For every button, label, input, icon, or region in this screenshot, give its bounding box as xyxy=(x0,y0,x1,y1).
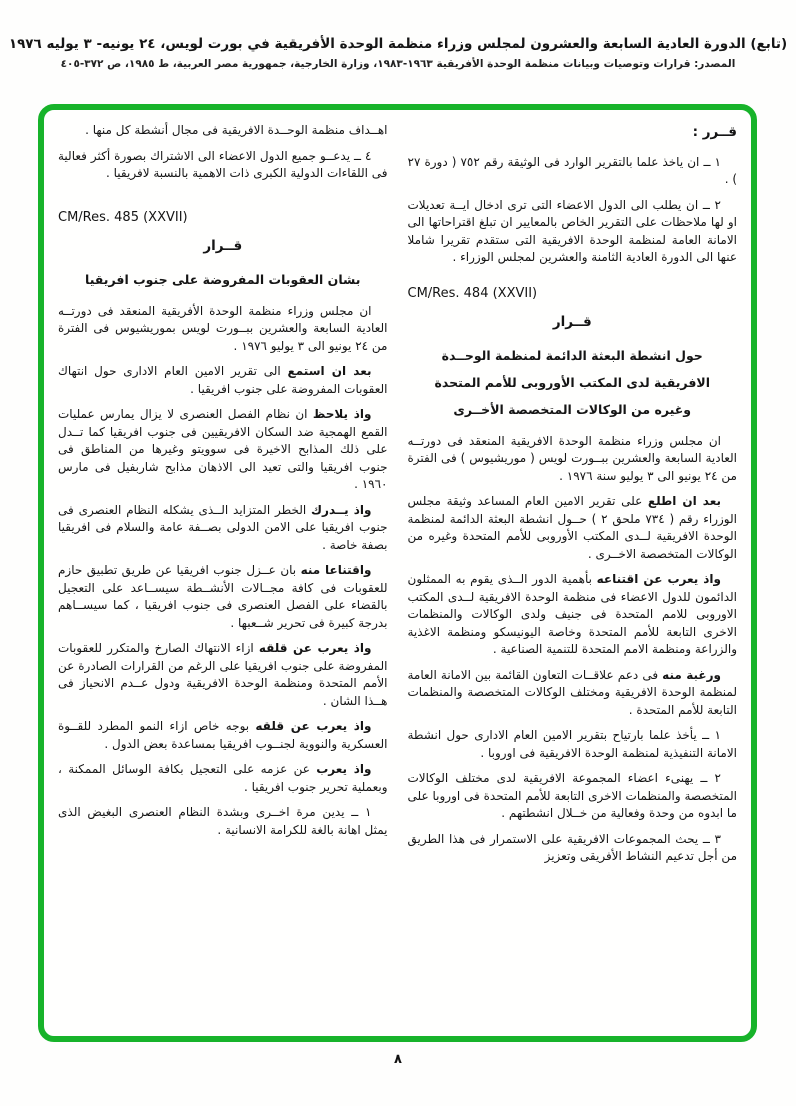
page-header xyxy=(0,34,796,70)
paragraph-text: عن عزمه على التعجيل بكافة الوسائل الممكنة ، وبعملية تحرير جنوب افريقيا . xyxy=(58,762,388,794)
paragraph-text: ان مجلس وزراء منظمة الوحدة الافريقية المنعقد فى دورتــه العادية السابعة والعشرين ببــورت لويس ( موريشيوس ) فى الفترة من ٢٤ يونيو الى ٣ يوليو سنة ١٩٧٦ . xyxy=(407,433,737,483)
paragraph xyxy=(408,433,738,486)
paragraph-lead: واذ يعرب عن قلقه xyxy=(255,719,372,733)
numbered-item: ٢ ــ يهنىء اعضاء المجموعة الافريقية لدى مختلف الوكالات المتخصصة والمنظمات الاخرى التابعة للأمم المتحدة فى اوروبا على ما ابدوه من وحدة وفعالية من خــلال انشطتهم . xyxy=(407,771,737,820)
column-left xyxy=(58,122,388,1036)
paragraph xyxy=(58,303,388,356)
numbered-item: ٢ ــ ان يطلب الى الدول الاعضاء التى ترى ادخال ايــة تعديلات او لها ملاحظات على التقرير الخاص بالمعايير ان تبلغ اقتراحاتها الى الامانة العامة لمنظمة الوحدة الافريقية التى ستقدم تقريرا شاملا عنها الى الدورة العادية الثامنة والعشرين لمجلس الوزراء . xyxy=(407,197,737,264)
numbered-item: ١ ــ يدين مرة اخــرى وبشدة النظام العنصرى البغيض الذى يمثل اهانة بالغة للكرامة الانسانية . xyxy=(58,805,388,837)
decides-heading: قــرر : xyxy=(692,124,737,140)
paragraph-text: بأهمية الدور الــذى يقوم به الممثلون الدائمون للدول الاعضاء فى منظمة الوحدة الافريقية لــدى المكتب الاوروبى للامم المتحدة فى جنيف ولدى الوكالات والمنظمات الاخرى التابعة للأمم المتحدة وخاصة اليونيسكو ومنظمة الاغذية والزراعة ومنظمة الامم المتحدة للتنمية الصناعية . xyxy=(407,572,737,656)
paragraph-lead: ورغبة منه xyxy=(662,667,721,682)
paragraph xyxy=(408,493,738,563)
paragraph-lead: واذ يعرب xyxy=(316,762,372,776)
paragraph xyxy=(408,667,738,720)
resolution-title-line: بشان العقوبات المفروضة على جنوب افريقيا xyxy=(85,271,361,287)
paragraph xyxy=(408,571,738,659)
paragraph-lead: واذ يلاحظ xyxy=(312,407,372,421)
paragraph-lead: واذ يــدرك xyxy=(311,502,372,517)
header-title: (تابع) الدورة العادية السابعة والعشرون لمجلس وزراء منظمة الوحدة الأفريقية في بورت لويس، ٢٤ يونيه- ٣ يوليه ١٩٧٦ xyxy=(8,36,788,52)
paragraph xyxy=(58,562,388,632)
paragraph-text: ازاء الانتهاك الصارخ والمتكرر للعقوبات المفروضة على جنوب افريقيا على الرغم من القرارات الصادرة عن الأمم المتحدة ومنظمة الوحدة الافريقية ودول عــدم الانحياز فى هــذا الشان . xyxy=(58,641,388,708)
paragraph xyxy=(58,640,388,710)
paragraph xyxy=(58,406,388,494)
resolution-heading: قــرار xyxy=(203,238,243,254)
numbered-item: ١ ــ يأخذ علما بارتياح بتقرير الامين العام الادارى حول انشطة الامانة التنفيذية لمنظمة الوحدة الافريقية فى اوروبا . xyxy=(407,728,737,760)
paragraph xyxy=(58,761,388,796)
header-source-line: المصدر: قرارات وتوصيات وبيانات منظمة الوحدة الأفريقية ١٩٦٣-١٩٨٣، وزارة الخارجية، جمهورية مصر العربية، ط ١٩٨٥، ص ٣٧٢-٤٠٥ xyxy=(60,58,736,70)
resolution-title-line: حول انشطة البعثة الدائمة لمنظمة الوحــدة xyxy=(441,347,703,363)
paragraph-lead: بعد ان اطلع xyxy=(647,494,722,508)
paragraph-text: ان مجلس وزراء منظمة الوحدة الأفريقية المنعقد فى دورتــه العادية السابعة والعشرين ببــورت لويس بموريشيوس فى الفترة من ٢٤ يونيو الى ٣ يوليو ١٩٧٦ . xyxy=(58,303,388,353)
two-column-layout xyxy=(44,110,751,1036)
green-frame xyxy=(38,104,757,1042)
resolution-reference: CM/Res. 485 (XXVII) xyxy=(58,209,188,225)
page-number: ٨ xyxy=(394,1052,402,1067)
paragraph-text: فى دعم علاقــات التعاون القائمة بين الامانة العامة لمنظمة الوحدة الافريقية ومختلف الوكالات المتخصصة والمنظمات التابعة للأمم المتحدة . xyxy=(407,667,737,717)
paragraph-lead: واقتناعا منه xyxy=(300,563,372,577)
paragraph xyxy=(58,718,388,753)
resolution-title-line: وغيره من الوكالات المتخصصة الأخــرى xyxy=(453,401,692,417)
paragraph-text: ان نظام الفصل العنصرى لا يزال يمارس عمليات القمع الهمجية ضد السكان الافريقيين فى جنوب افريقيا كما تــدل على ذلك المذابح الاخيرة فى سوويتو وغيرها من المناطق فى جنوب افريقيا والتى تعيد الى الاذهان مذابح شاربفيل فى مارس ١٩٦٠ . xyxy=(58,407,388,491)
numbered-item: ٤ ــ يدعــو جميع الدول الاعضاء الى الاشتراك بصورة أكثر فعالية فى اللقاءات الدولية الكبرى ذات الاهمية بالنسبة لافريقيا . xyxy=(58,148,388,180)
resolution-title xyxy=(408,342,738,423)
paragraph-text: بان عــزل جنوب افريقيا عن طريق تطبيق حازم للعقوبات فى كافة مجــالات الأنشــطة سيســاعد على التعجيل بالقضاء على الفصل العنصرى فى جنوب افريقيا ، كما سيســاهم بدرجة كبيرة فى تحرير شــعبها . xyxy=(58,563,388,630)
carryover-paragraph: اهــداف منظمة الوحــدة الافريقية فى مجال أنشطة كل منها . xyxy=(85,123,388,137)
paragraph-text: الخطر المتزايد الــذى يشكله النظام العنصرى فى جنوب افريقيا على الامن الدولى بصــفة عامة والسلام فى افريقيا بصفة خاصة . xyxy=(58,502,388,552)
paragraph-lead: واذ يعرب عن قلقه xyxy=(258,641,372,655)
paragraph xyxy=(58,502,388,555)
paragraph-lead: واذ يعرب عن اقتناعه xyxy=(596,572,722,586)
resolution-title-line: الافريقية لدى المكتب الأوروبى للأمم المتحدة xyxy=(434,374,710,390)
numbered-item: ١ ــ ان ياخذ علما بالتقرير الوارد فى الوثيقة رقم ٧٥٢ ( دورة ٢٧ ) . xyxy=(407,154,737,186)
resolution-title xyxy=(58,266,388,293)
paragraph-text: بوجه خاص ازاء النمو المطرد للقــوة العسكرية والنووية لجنــوب افريقيا بمساعدة بعض الدول . xyxy=(58,719,388,751)
resolution-reference: CM/Res. 484 (XXVII) xyxy=(407,285,538,301)
column-right xyxy=(408,122,738,1036)
paragraph-text: على تقرير الامين العام المساعد وثيقة مجلس الوزراء رقم ( ٧٣٤ ملحق ٢ ) حــول انشطة البعثة الدائمة لمنظمة الوحدة الافريقية لــدى المكتب الأوروبى للأمم المتحدة وغيره من الوكالات المتخصصة الاخــرى . xyxy=(407,494,737,561)
paragraph-lead: بعد ان استمع xyxy=(287,364,372,378)
paragraph xyxy=(58,363,388,398)
numbered-item: ٣ ــ يحث المجموعات الافريقية على الاستمرار فى هذا الطريق من أجل تدعيم النشاط الأفريقى وتعزيز xyxy=(407,831,737,863)
paragraph-text: الى تقرير الامين العام الادارى حول انتهاك العقوبات المفروضة على جنوب افريقيا . xyxy=(58,364,388,396)
resolution-heading: قــرار xyxy=(552,314,592,330)
